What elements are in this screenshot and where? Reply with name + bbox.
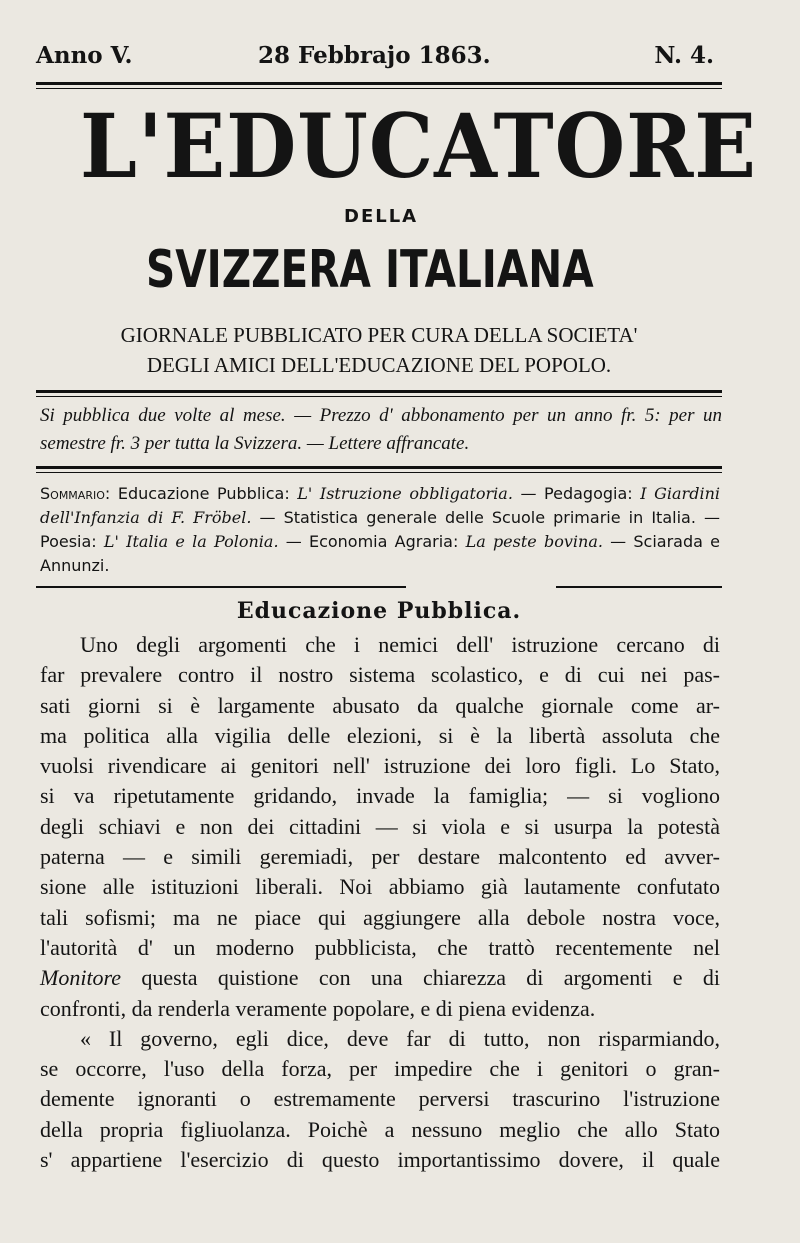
article-line: « Il governo, egli dice, deve far di tutto, non risparmiando, [80,1025,720,1051]
summary-part: — Economia Agraria: [278,532,466,551]
summary-article: I Giardini dell'Infanzia di F. Fröbel. [40,484,720,527]
article-line: si va ripetutamente gridando, invade la famiglia; — si vogliono [40,783,720,809]
summary [40,482,720,578]
article-line: Uno degli argomenti che i nemici dell' istruzione cercano di [80,632,720,657]
issue-number: N. 4. [654,42,714,69]
article-line: demente ignoranti o estremamente perversi trascurino l'istruzione [40,1086,720,1112]
article-line: della propria figliuolanza. Poichè a nessuno meglio che allo Stato [40,1116,720,1142]
article-line: Monitore questa quistione con una chiarezza di argomenti e di [40,965,720,991]
issue-date: 28 Febbrajo 1863. [258,42,491,69]
article-line: l'autorità d' un moderno pubblicista, che trattò recentemente nel [40,934,720,960]
article-line: vuolsi rivendicare ai genitori nell' istruzione dei loro figli. Lo Stato, [40,753,720,779]
dateline [36,42,718,72]
masthead-subtitle: SVIZZERA ITALIANA [146,240,594,300]
pubinfo-rule [36,466,722,469]
masthead-tagline-1: GIORNALE PUBBLICATO PER CURA DELLA SOCIETA' [120,323,638,347]
summary-article: L' Italia e la Polonia. [103,532,279,551]
article-line: degli schiavi e non dei cittadini — si viola e si usurpa la potestà [40,813,720,839]
article-line: paterna — e simili geremiadi, per destare malcontento ed avver- [40,844,720,870]
issue-year: Anno V. [36,42,133,69]
article-line: sione alle istituzioni liberali. Noi abbiamo già lautamente confutato [40,874,720,900]
masthead-tagline-2: DEGLI AMICI DELL'EDUCAZIONE DEL POPOLO. [146,353,612,377]
article-line: s' appartiene l'esercizio di questo importantissimo dovere, il quale [40,1147,720,1173]
summary-part: — Statistica generale delle Scuole primarie in Italia. — Poesia: [40,508,720,551]
article-line: ma politica alla vigilia delle elezioni, si è la libertà assoluta che [40,722,720,748]
summary-rule-left [36,586,406,588]
section-title: Educazione Pubblica. [236,598,522,624]
summary-part: — Sciarada e Annunzi. [40,532,720,575]
summary-label: Sommario [40,484,105,503]
summary-article: La peste bovina. [465,532,603,551]
header-rule [36,82,722,85]
summary-part: : Educazione Pubblica: [104,484,298,503]
summary-rule-right [556,586,722,588]
article-line: tali sofismi; ma ne piace qui aggiungere alla debole nostra voce, [40,904,720,930]
article-line: sati giorni si è largamente abusato da qualche giornale come ar- [40,692,720,718]
summary-article: L' Istruzione obbligatoria. [297,484,513,503]
article-line: far prevalere contro il nostro sistema scolastico, e di cui nei pas- [40,662,720,688]
article-line: confronti, da renderla veramente popolare, e di piena evidenza. [40,995,596,1021]
masthead-della: DELLA [344,206,419,227]
article-line: se occorre, l'uso della forza, per impedire che i genitori o gran- [40,1056,720,1082]
article-body [40,630,720,1175]
publication-info: Si pubblica due volte al mese. — Prezzo d' abbonamento per un anno fr. 5: per un semestre fr. 3 per tutta la Svizzera. — Lettere affrancate. [40,405,722,454]
newspaper-name: Monitore [40,965,122,991]
masthead-title: L'EDUCATORE [80,94,757,198]
summary-part: — Pedagogia: [512,484,641,503]
tagline-rule [36,390,722,393]
